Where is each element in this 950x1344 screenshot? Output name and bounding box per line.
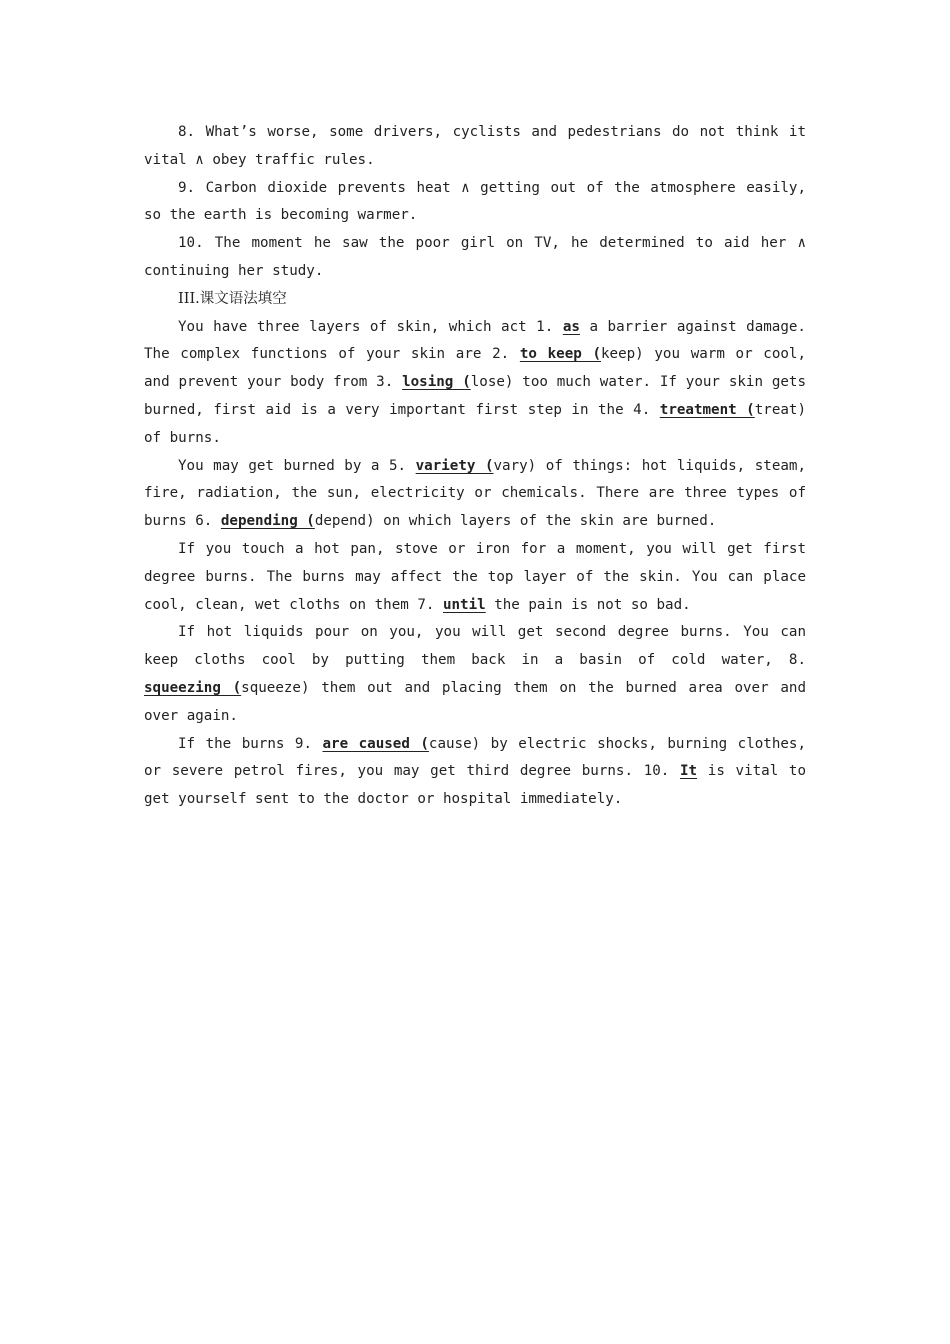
- passage-paragraph-1: [144, 314, 806, 453]
- text: If hot liquids pour on you, you will get second degree burns. You can keep cloths cool by putting them back in a basin of cold water, 8.: [144, 624, 806, 669]
- section-heading-grammar-fill: III.课文语法填空: [178, 290, 287, 307]
- error-correction-item-8: 8. What’s worse, some drivers, cyclists and pedestrians do not think it vital ∧ obey traffic rules.: [144, 124, 806, 168]
- answer-8: squeezing (: [144, 679, 242, 696]
- answer-5: variety (: [415, 457, 494, 474]
- passage-paragraph-3: [144, 536, 806, 619]
- answer-7: until: [442, 596, 486, 613]
- text: the pain is not so bad.: [485, 596, 691, 613]
- answer-9: are caused (: [322, 735, 429, 752]
- error-correction-item-10: 10. The moment he saw the poor girl on TV, he determined to aid her ∧ continuing her study.: [144, 235, 806, 279]
- text: If the burns 9.: [178, 735, 323, 752]
- text: If you touch a hot pan, stove or iron for a moment, you will get first degree burns. The burns may affect the top layer of the skin. You can place cool, clean, wet cloths on them 7.: [144, 540, 806, 613]
- text: is vital to get yourself sent to the doctor or hospital immediately.: [144, 763, 807, 808]
- answer-3: losing (: [402, 374, 471, 391]
- passage-paragraph-5: [144, 731, 806, 814]
- answer-1: as: [562, 318, 580, 335]
- text: squeeze) them out and placing them on the burned area over and over again.: [144, 679, 806, 724]
- answer-2: to keep (: [519, 346, 601, 363]
- text: depend) on which layers of the skin are burned.: [314, 513, 717, 530]
- answer-4: treatment (: [659, 401, 755, 418]
- error-correction-item-9: 9. Carbon dioxide prevents heat ∧ getting out of the atmosphere easily, so the earth is becoming warmer.: [144, 179, 806, 224]
- document-page: [144, 119, 806, 814]
- passage-paragraph-2: [144, 453, 806, 536]
- text: You may get burned by a 5.: [178, 457, 416, 474]
- text: vary) of things: hot liquids, steam, fire, radiation, the sun, electricity or chemicals. There are three types of burns 6.: [144, 457, 806, 530]
- text: keep) you warm or cool, and prevent your body from 3.: [144, 346, 807, 391]
- text: lose) too much water. If your skin gets burned, first aid is a very important first step in the 4.: [144, 374, 806, 418]
- text: a barrier against damage. The complex functions of your skin are 2.: [144, 318, 806, 363]
- answer-10: It: [680, 763, 698, 780]
- passage-paragraph-4: [144, 619, 806, 730]
- text: treat) of burns.: [144, 401, 806, 446]
- text: You have three layers of skin, which act 1.: [178, 318, 563, 335]
- answer-6: depending (: [220, 513, 315, 530]
- text: cause) by electric shocks, burning clothes, or severe petrol fires, you may get third degree burns. 10.: [144, 735, 806, 780]
